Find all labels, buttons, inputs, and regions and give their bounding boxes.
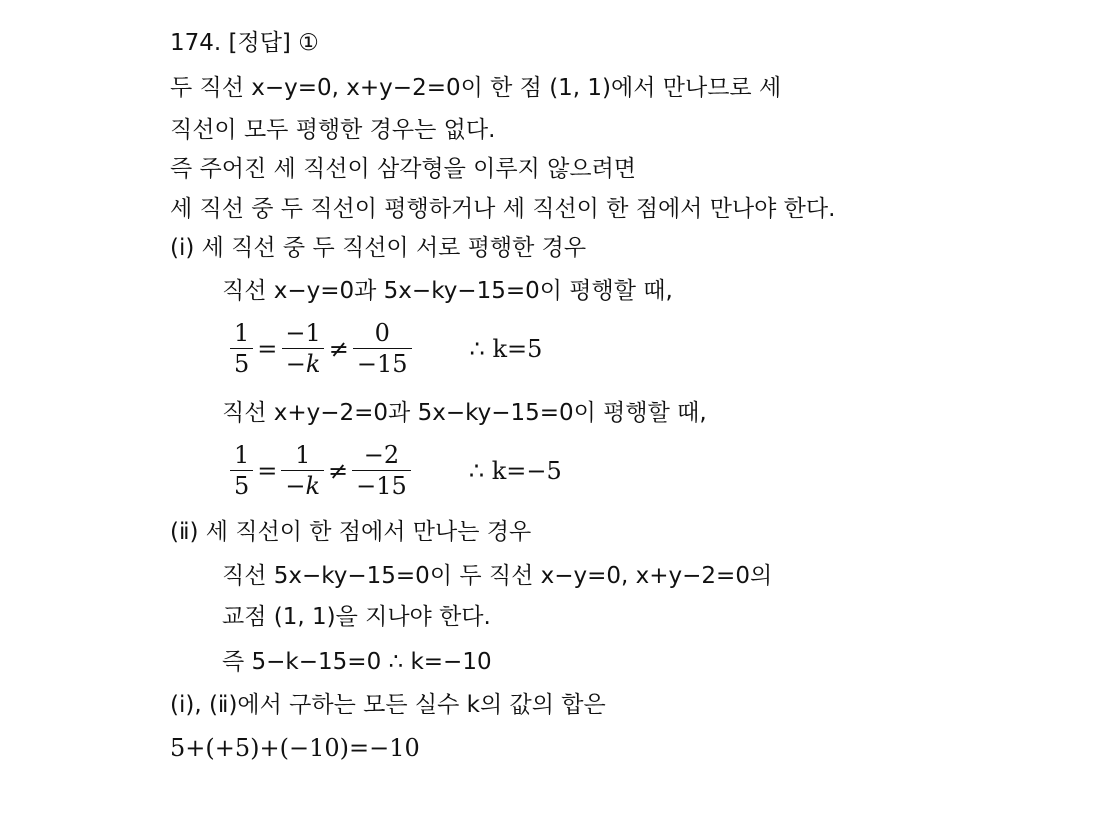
text-line: 직선이 모두 평행한 경우는 없다. <box>170 117 496 143</box>
fraction: $\frac{0}{-15}$ <box>353 318 412 379</box>
fraction: $\frac{1}{5}$ <box>230 440 253 501</box>
case-heading: (ⅰ) 세 직선 중 두 직선이 서로 평행한 경우 <box>170 235 587 261</box>
operator: = <box>257 334 278 363</box>
text-line: (ⅰ), (ⅱ)에서 구하는 모든 실수 k의 값의 합은 <box>170 692 606 718</box>
text-line: 교점 (1, 1)을 지나야 한다. <box>222 604 491 630</box>
text-line: 즉 주어진 세 직선이 삼각형을 이루지 않으려면 <box>170 156 637 182</box>
answer-heading: 174. [정답] ① <box>170 30 319 56</box>
final-sum: 5+(+5)+(−10)=−10 <box>170 734 420 762</box>
operator: ≠ <box>328 456 349 485</box>
fraction: $\frac{1}{5}$ <box>230 318 253 379</box>
text-line: 두 직선 x−y=0, x+y−2=0이 한 점 (1, 1)에서 만나므로 세 <box>170 75 782 101</box>
result: ∴ k=5 <box>469 334 543 363</box>
text-line: 즉 5−k−15=0 ∴ k=−10 <box>222 649 492 675</box>
text-line: 직선 x−y=0과 5x−ky−15=0이 평행할 때, <box>222 278 673 304</box>
text-line: 직선 x+y−2=0과 5x−ky−15=0이 평행할 때, <box>222 400 707 426</box>
fraction: $\frac{1}{-k}$ <box>281 440 324 501</box>
equation-row <box>228 440 562 501</box>
result: ∴ k=−5 <box>468 456 562 485</box>
fraction: $\frac{-1}{-k}$ <box>281 318 324 379</box>
equation-row <box>228 318 542 379</box>
case-heading: (ⅱ) 세 직선이 한 점에서 만나는 경우 <box>170 519 532 545</box>
text-line: 직선 5x−ky−15=0이 두 직선 x−y=0, x+y−2=0의 <box>222 563 773 589</box>
operator: = <box>257 456 278 485</box>
fraction: $\frac{-2}{-15}$ <box>352 440 411 501</box>
operator: ≠ <box>328 334 349 363</box>
text-line: 세 직선 중 두 직선이 평행하거나 세 직선이 한 점에서 만나야 한다. <box>170 196 836 222</box>
